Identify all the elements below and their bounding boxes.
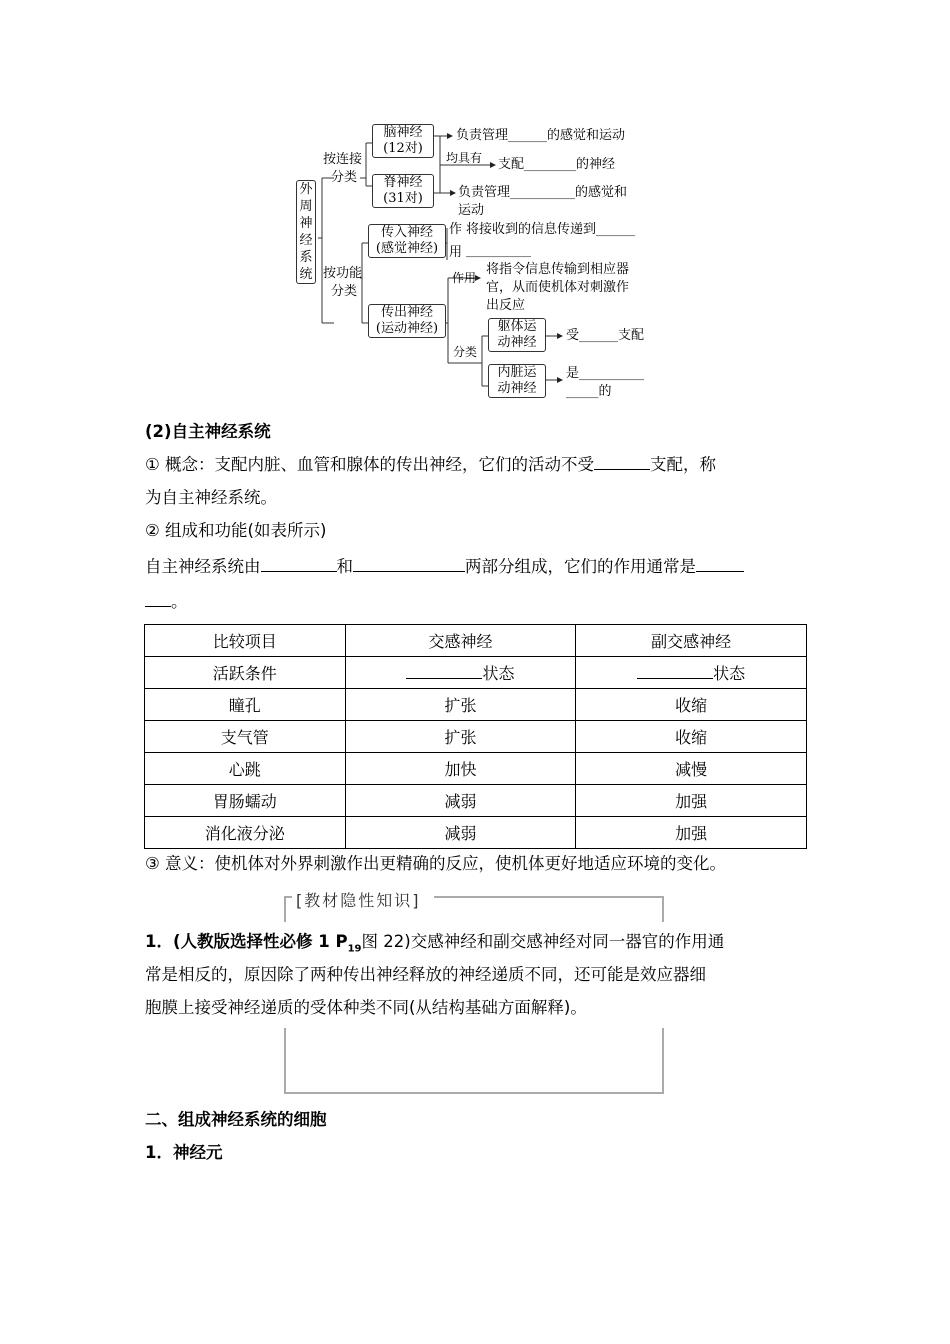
hint-corner [284, 896, 292, 922]
blank [594, 453, 650, 470]
blank [406, 662, 482, 679]
afferent-nerve-label: 传入神经 [380, 225, 433, 240]
table-cell: 心跳 [145, 753, 346, 785]
somatic-desc: 受______支配 [566, 328, 645, 343]
table-header-row [145, 625, 807, 657]
classify-by-function-1: 按功能 [323, 266, 363, 281]
autonomic-heading: (2)自主神经系统 [145, 422, 271, 441]
efferent-act: 作用 [452, 271, 477, 285]
classify-by-connection-1: 按连接 [323, 152, 363, 167]
table-cell: 加快 [345, 753, 576, 785]
blank [696, 555, 744, 572]
root-box [296, 180, 316, 284]
table-cell: 扩张 [345, 721, 576, 753]
table-cell [345, 657, 576, 689]
sentence-b: 和 [336, 557, 353, 576]
hint-question-line-3: 胞膜上接受神经递质的受体种类不同(从结构基础方面解释)。 [145, 998, 587, 1017]
visceral-desc-2: _____的 [566, 384, 612, 399]
afferent-desc-1: 将接收到的信息传递到______ [466, 222, 636, 237]
table-header: 交感神经 [345, 625, 576, 657]
comparison-table [144, 624, 807, 849]
efferent-desc-2: 官，从而使机体对刺激作 [486, 280, 630, 295]
blank [261, 555, 337, 572]
efferent-desc-1: 将指令信息传输到相应器 [486, 262, 630, 277]
neuron-heading: 1．神经元 [145, 1143, 223, 1162]
hint-question-suffix: 图 22)交感神经和副交感神经对同一器官的作用通 [361, 932, 725, 951]
spinal-nerve-count: (31对) [383, 191, 423, 206]
table-cell: 消化液分泌 [145, 817, 346, 849]
table-cell: 瞳孔 [145, 689, 346, 721]
hint-title: [教材隐性知识] [292, 888, 425, 911]
table-row [145, 657, 807, 689]
table-cell: 扩张 [345, 689, 576, 721]
somatic-label-2: 动神经 [497, 335, 537, 350]
table-cell: 减弱 [345, 817, 576, 849]
afferent-act-2: 用 [449, 245, 463, 260]
classify-by-function-2: 分类 [331, 284, 358, 299]
hint-question-prefix: 1．(人教版选择性必修 1 P [145, 932, 348, 951]
table-row [145, 753, 807, 785]
visceral-label-1: 内脏运 [497, 365, 537, 380]
visceral-label-2: 动神经 [497, 381, 537, 396]
hint-question-sub: 19 [347, 943, 362, 955]
table-row [145, 721, 807, 753]
table-row [145, 689, 807, 721]
afferent-desc-2: __________ [466, 243, 531, 258]
concept-text-b: 支配，称 [650, 455, 717, 474]
table-header: 比较项目 [145, 625, 346, 657]
table-cell: 胃肠蠕动 [145, 785, 346, 817]
classify-by-connection-2: 分类 [331, 170, 358, 185]
somatic-label-1: 躯体运 [497, 319, 537, 334]
spinal-nerve-desc-1: 负责管理__________的感觉和 [458, 185, 628, 200]
efferent-desc-3: 出反应 [486, 298, 526, 313]
table-cell: 收缩 [576, 721, 807, 753]
hint-top-border [434, 896, 664, 922]
textbook-hint-box [284, 886, 664, 1094]
sentence-c: 两部分组成，它们的作用通常是 [465, 557, 696, 576]
table-header: 副交感神经 [576, 625, 807, 657]
table-cell: 加强 [576, 785, 807, 817]
root-label: 外周神经系统 [299, 182, 313, 282]
spinal-nerve-desc-2: 运动 [458, 203, 485, 218]
hint-question-line-2: 常是相反的，原因除了两种传出神经释放的神经递质不同，还可能是效应器细 [145, 965, 706, 984]
classify-label: 分类 [453, 345, 478, 359]
table-cell: 收缩 [576, 689, 807, 721]
nervous-system-diagram [290, 118, 670, 408]
composition-heading: ② 组成和功能(如表所示) [145, 521, 327, 540]
cells-heading: 二、组成神经系统的细胞 [145, 1110, 327, 1129]
somatic-motor-box [488, 318, 546, 352]
concept-text-a: ① 概念：支配内脏、血管和腺体的传出神经，它们的活动不受 [145, 455, 595, 474]
efferent-nerve-box [368, 304, 446, 338]
efferent-nerve-alt: (运动神经) [375, 321, 439, 336]
state-suffix: 状态 [713, 664, 746, 683]
sentence-a: 自主神经系统由 [145, 557, 261, 576]
table-row [145, 785, 807, 817]
common-label: 均具有 [446, 151, 483, 165]
significance-line: ③ 意义：使机体对外界刺激作出更精确的反应，使机体更好地适应环境的变化。 [145, 854, 727, 873]
table-cell [576, 657, 807, 689]
sentence-end: 。 [171, 592, 188, 611]
table-row [145, 817, 807, 849]
blank [353, 555, 465, 572]
composition-sentence [145, 555, 744, 579]
blank [637, 662, 713, 679]
efferent-nerve-label: 传出神经 [380, 305, 433, 320]
afferent-nerve-alt: (感觉神经) [375, 241, 439, 256]
table-cell: 支气管 [145, 721, 346, 753]
blank [145, 590, 171, 607]
common-desc: 支配________的神经 [498, 157, 616, 172]
afferent-nerve-box [368, 224, 446, 258]
table-cell: 活跃条件 [145, 657, 346, 689]
spinal-nerve-box [372, 174, 434, 208]
state-suffix: 状态 [482, 664, 515, 683]
composition-sentence-end [145, 590, 188, 614]
hint-question-line-1 [145, 930, 724, 961]
spinal-nerve-label: 脊神经 [383, 175, 423, 190]
concept-line-1 [145, 453, 716, 477]
hint-bottom-border [284, 1028, 664, 1094]
visceral-desc-1: 是__________ [566, 366, 645, 381]
table-cell: 加强 [576, 817, 807, 849]
table-cell: 减弱 [345, 785, 576, 817]
visceral-motor-box [488, 364, 546, 398]
brain-nerve-box [372, 124, 434, 158]
brain-nerve-desc: 负责管理______的感觉和运动 [456, 128, 626, 143]
brain-nerve-label: 脑神经 [383, 125, 423, 140]
brain-nerve-count: (12对) [383, 141, 423, 156]
concept-line-2: 为自主神经系统。 [145, 488, 277, 507]
afferent-act-1: 作 [449, 222, 463, 237]
table-cell: 减慢 [576, 753, 807, 785]
